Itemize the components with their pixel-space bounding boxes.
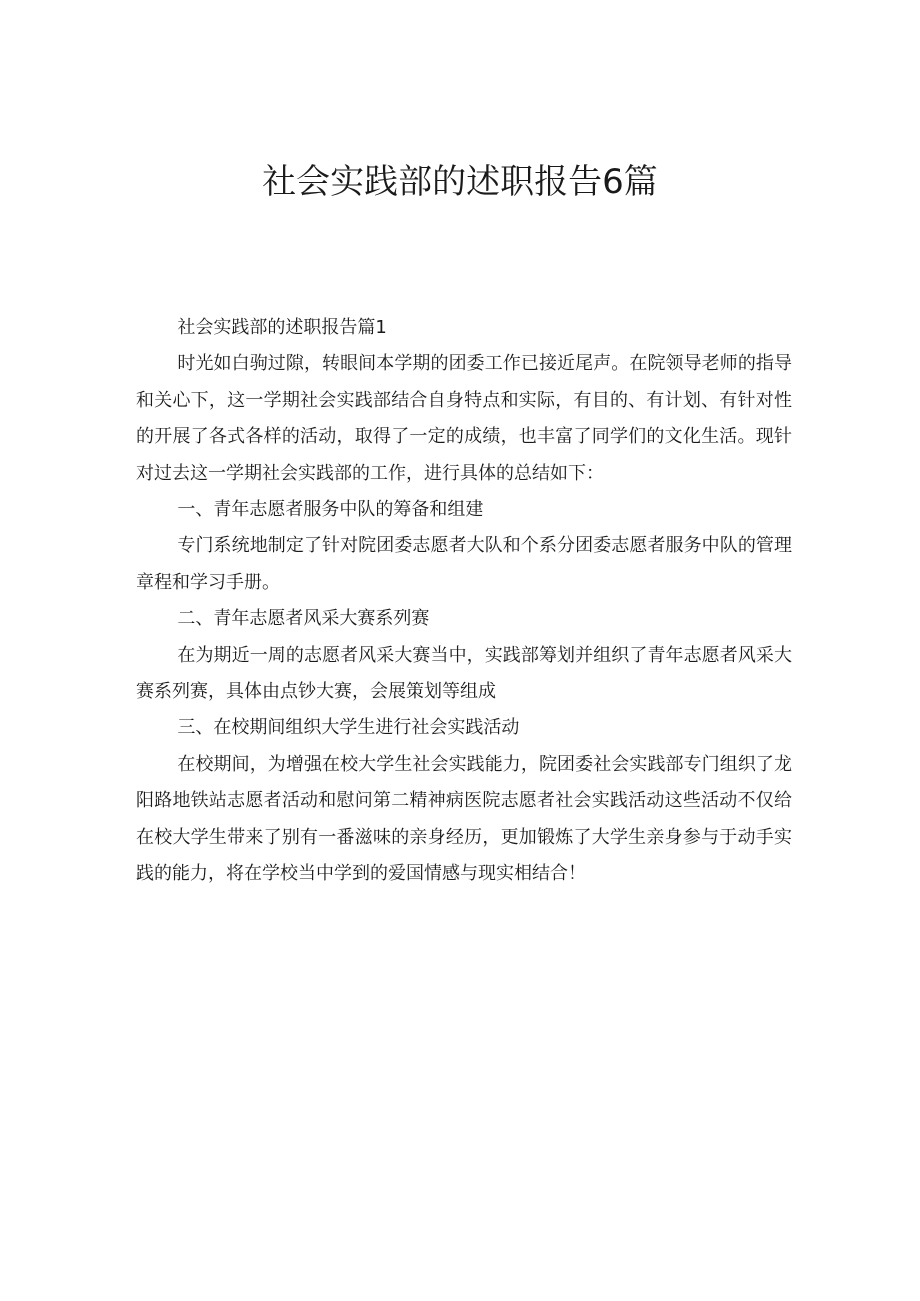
section-heading: 社会实践部的述职报告篇1 [177, 317, 387, 338]
section-heading: 二、青年志愿者风采大赛系列赛 [177, 608, 430, 630]
paragraph: 在为期近一周的志愿者风采大赛当中，实践部筹划并组织了青年志愿者风采大赛系列赛，具体由点钞大赛，会展策划等组成 [136, 644, 792, 703]
section-heading: 一、青年志愿者服务中队的筹备和组建 [177, 499, 484, 521]
document-title: 社会实践部的述职报告6篇 [262, 162, 658, 202]
paragraph: 时光如白驹过隙，转眼间本学期的团委工作已接近尾声。在院领导老师的指导和关心下，这一学期社会实践部结合自身特点和实际，有目的、有计划、有针对性的开展了各式各样的活动，取得了一定的成绩，也丰富了同学们的文化生活。现针对过去这一学期社会实践部的工作，进行具体的总结如下： [136, 353, 792, 484]
document-body [136, 310, 792, 893]
section-heading: 三、在校期间组织大学生进行社会实践活动 [177, 717, 520, 739]
paragraph: 专门系统地制定了针对院团委志愿者大队和个系分团委志愿者服务中队的管理章程和学习手册。 [136, 535, 792, 593]
paragraph: 在校期间，为增强在校大学生社会实践能力，院团委社会实践部专门组织了龙阳路地铁站志愿者活动和慰问第二精神病医院志愿者社会实践活动这些活动不仅给在校大学生带来了别有一番滋味的亲身经历，更加锻炼了大学生亲身参与于动手实践的能力，将在学校当中学到的爱国情感与现实相结合！ [136, 753, 792, 885]
